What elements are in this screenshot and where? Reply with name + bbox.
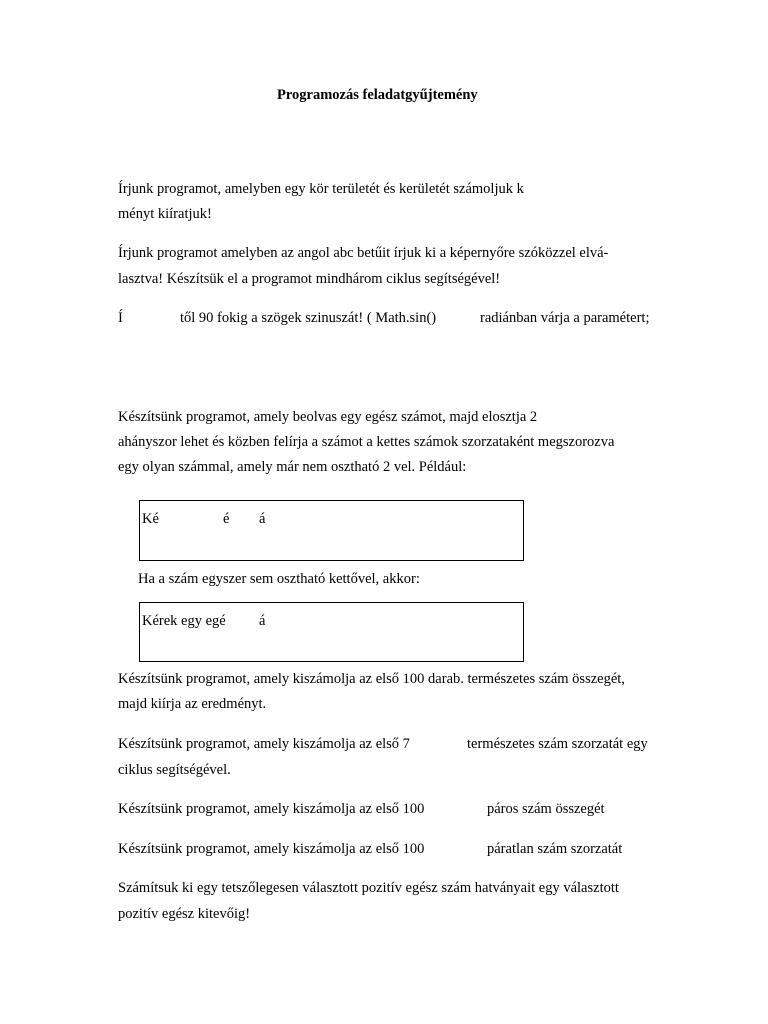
task1-line1: Írjunk programot, amelyben egy kör területét és kerületét számoljuk k (118, 181, 524, 197)
task8-part1: Készítsünk programot, amely kiszámolja az első 100 (118, 841, 425, 857)
task2-line2: lasztva! Készítsük el a programot mindhárom ciklus segítségével! (118, 271, 501, 287)
task5-line2: majd kiírja az eredményt. (118, 696, 267, 712)
example2-text-a: Kérek egy egé (142, 613, 226, 629)
example1-text-c: á (259, 511, 266, 527)
task6-part2: természetes szám szorzatát egy (467, 736, 648, 752)
example-box-2 (139, 602, 524, 662)
task4-condition: Ha a szám egyszer sem osztható kettővel, akkor: (138, 571, 420, 587)
task3-part3: radiánban várja a paramétert; (480, 310, 650, 326)
task9-line1: Számítsuk ki egy tetszőlegesen választott pozitív egész szám hatványait egy választott (118, 880, 619, 896)
task3-part2: től 90 fokig a szögek szinuszát! ( Math.sin() (180, 310, 437, 326)
task6-part1: Készítsünk programot, amely kiszámolja az első 7 (118, 736, 410, 752)
example-box-1 (139, 500, 524, 561)
task8-part2: páratlan szám szorzatát (487, 841, 623, 857)
page-title: Programozás feladatgyűjtemény (277, 87, 478, 103)
task4-line2: ahányszor lehet és közben felírja a számot a kettes számok szorzataként megszorozva (118, 434, 615, 450)
example1-text-a: Ké (142, 511, 159, 527)
task7-part1: Készítsünk programot, amely kiszámolja az első 100 (118, 801, 425, 817)
task4-line3: egy olyan számmal, amely már nem osztható 2 vel. Például: (118, 459, 467, 475)
task2-line1: Írjunk programot amelyben az angol abc betűit írjuk ki a képernyőre szóközzel elvá- (118, 245, 609, 261)
example2-text-b: á (259, 613, 266, 629)
task9-line2: pozitív egész kitevőig! (118, 906, 251, 922)
task5-line1: Készítsünk programot, amely kiszámolja az első 100 darab. természetes szám összegét, (118, 671, 625, 687)
task6-line2: ciklus segítségével. (118, 762, 231, 778)
task7-part2: páros szám összegét (487, 801, 605, 817)
task3-part1: Í (118, 310, 123, 326)
task4-line1: Készítsünk programot, amely beolvas egy egész számot, majd elosztja 2 (118, 409, 538, 425)
task1-line2: ményt kiíratjuk! (118, 206, 212, 222)
example1-text-b: é (223, 511, 230, 527)
